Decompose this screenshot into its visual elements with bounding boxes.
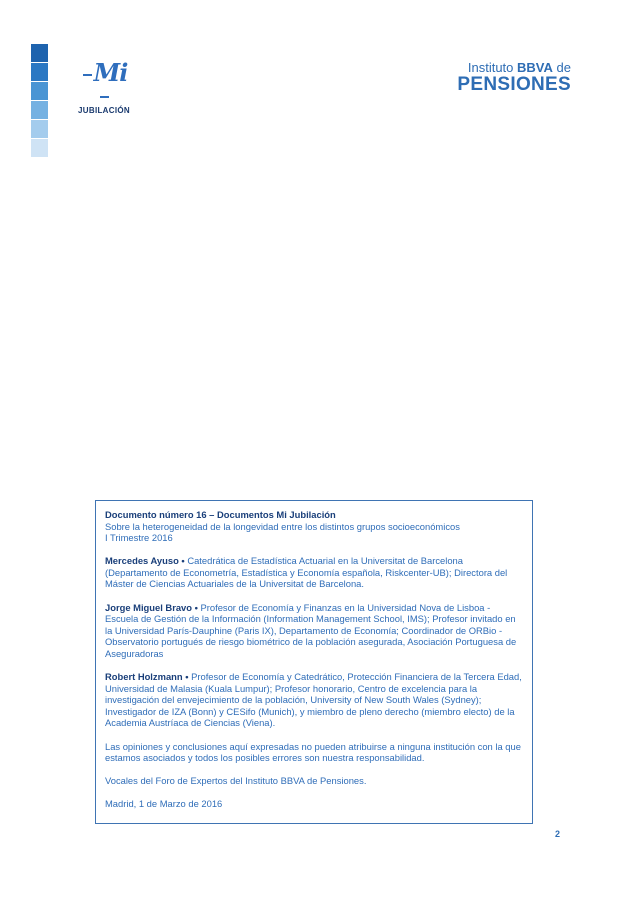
document-info-box [95, 500, 533, 824]
author-name: Mercedes Ayuso • [105, 555, 185, 567]
page-number: 2 [555, 829, 561, 839]
logo-mi-text: Mi [76, 62, 132, 106]
document-title: Documento número 16 – Documentos Mi Jubilación [105, 509, 336, 520]
author-block [105, 671, 524, 729]
vocales-note: Vocales del Foro de Expertos del Instituto BBVA de Pensiones. [105, 775, 367, 787]
stripe-2 [31, 63, 48, 81]
document-period: I Trimestre 2016 [105, 532, 173, 544]
stripe-1 [31, 44, 48, 62]
decorative-stripes [31, 44, 48, 158]
logo-institute-line: Instituto BBVA de [467, 60, 571, 75]
author-name: Jorge Miguel Bravo • [105, 601, 198, 613]
stripe-4 [31, 101, 48, 119]
instituto-bbva-logo [457, 60, 571, 95]
stripe-6 [31, 139, 48, 157]
author-block [105, 602, 524, 660]
stripe-3 [31, 82, 48, 100]
author-bio: Catedrática de Estadística Actuarial en la Universitat de Barcelona (Departamento de Econometría, Estadística y Economía española, Riskcenter-UB); Directora del Máster de Ciencias Actuariales de la Universitat de Barcelona. [105, 555, 508, 590]
document-subtitle: Sobre la heterogeneidad de la longevidad entre los distintos grupos socioeconómicos [105, 520, 460, 532]
mi-jubilacion-logo [76, 58, 132, 116]
logo-sub-text: JUBILACIÓN [78, 106, 130, 115]
stripe-5 [31, 120, 48, 138]
disclaimer: Las opiniones y conclusiones aquí expresadas no pueden atribuirse a ninguna institución con la que estamos asociados y todos los posibles errores son nuestra responsabilidad. [105, 740, 521, 764]
author-name: Robert Holzmann • [105, 671, 189, 683]
author-block [105, 555, 524, 590]
place-date: Madrid, 1 de Marzo de 2016 [105, 798, 223, 810]
author-bio: Profesor de Economía y Finanzas en la Universidad Nova de Lisboa - Escuela de Gestión de la Información (Information Management School, IMS); Profesor invitado en la Universidad París-Dauphine (Paris IX), Departamento de Economía; Coordinador de ORBio - Observatorio portugués de riesgo biométrico de la población asegurada, Asociación Portuguesa de Aseguradoras [105, 601, 517, 659]
logo-pensiones: PENSIONES [457, 74, 571, 95]
author-bio: Profesor de Economía y Catedrático, Protección Financiera de la Tercera Edad, Universidad de Malasia (Kuala Lumpur); Profesor honorario, Centro de excelencia para la investigación del envejecimiento de la población, University of New South Wales (Sydney); Investigador de IZA (Bonn) y CESifo (Munich), y miembro de pleno derecho (miembro electo) de la Academia Austríaca de Ciencias (Viena). [105, 671, 522, 729]
